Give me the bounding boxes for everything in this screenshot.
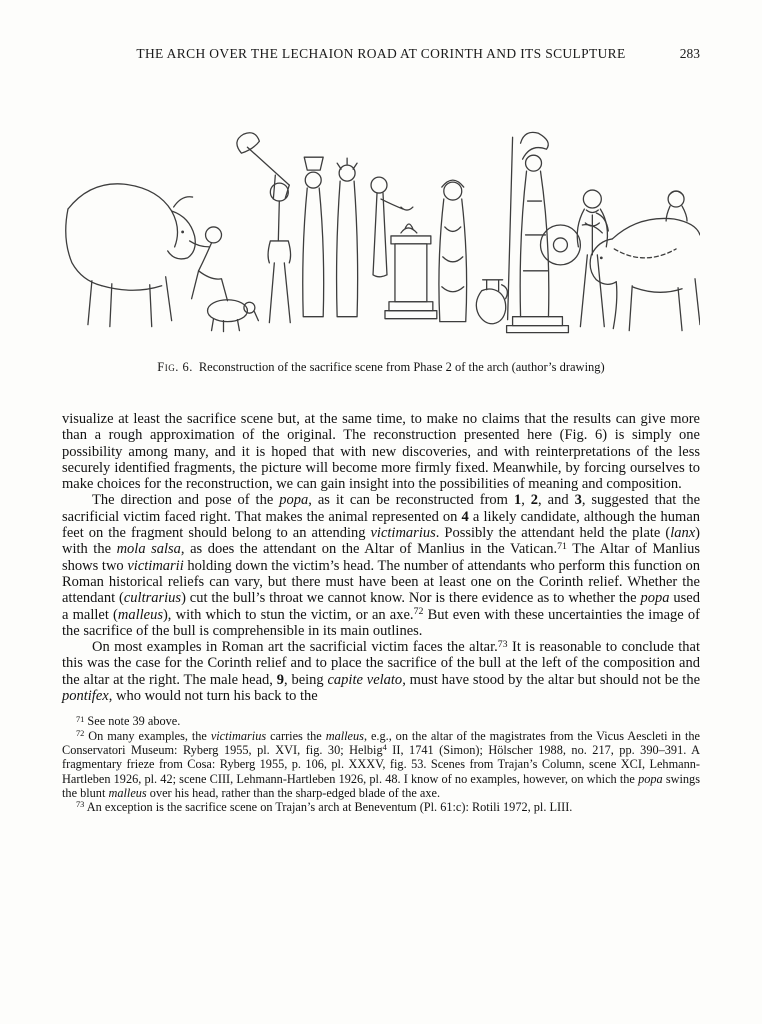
left-bull [66, 184, 196, 327]
paragraph: visualize at least the sacrifice scene but, at the same time, to make no claims that the results can give more than a rough approximation of the original. The reconstruction presented here (Fig. 6) is simply one possibility among many, and it is hoped that with new discoveries, and with reinterpretations of the less securely identified fragments, the picture will become more firmly fixed. Meanwhile, by forcing ourselves to make choices for the reconstruction, we can gain insight into the possibilities of meaning and composition. [62, 411, 700, 493]
figure-caption [62, 360, 700, 375]
jug [476, 280, 507, 324]
sacrifice-scene-drawing [62, 88, 700, 340]
page-number: 283 [679, 46, 700, 61]
footnote: $^{73}$ An exception is the sacrifice scene on Trajan’s arch at Beneventum (Pl. 61:c): Rotili 1972, pl. LIII. [76, 800, 573, 815]
figure-caption-label: Fig. 6. [157, 360, 193, 374]
figure-caption-text: Reconstruction of the sacrifice scene from Phase 2 of the arch (author’s drawing) [198, 360, 605, 374]
attendant-group [303, 157, 358, 317]
running-head-title: THE ARCH OVER THE LECHAION ROAD AT CORINTH AND ITS SCULPTURE [136, 46, 626, 61]
footnote: $^{71}$ See note 39 above. [76, 714, 181, 729]
popa-with-axe [237, 133, 291, 323]
footnote: $^{72}$ On many examples, the victimarius carries the malleus, e.g., on the altar of the magistrates from the Vicus Aescleti in the Conservatori Museum: Ryberg 1955, pl. XVI, fig. 30; Helbig$^4$ II, 1741 (Simon); Hölscher 1988, no. 217, pp. 390–391. A fragmentary frieze from Cosa: Ryberg 1955, p. 106, pl. XXXV, fig. 53. Scenes from Trajan’s Column, scene XCI, Lehmann-Hartleben 1926, pl. 42; scene CIII, Lehmann-Hartleben 1926, pl. 48. I know of no examples, however, on which the popa swings the blunt malleus over his head, rather than the sharp-edged blade of the axe. [62, 728, 700, 800]
right-bull [582, 213, 700, 331]
body-text [62, 411, 700, 704]
footnotes [62, 714, 700, 814]
paragraph: On most examples in Roman art the sacrificial victim faces the altar.$^{73}$ It is reasonable to conclude that this was the case for the Corinth relief and to place the sacrifice of the bull at the left of the composition and the altar at the right. The male head, 9, being capite velato, must have stood by the altar but should not be the pontifex, who would not turn his back to the [62, 638, 701, 705]
figure-6 [62, 88, 700, 375]
herdsman [666, 191, 687, 221]
kneeling-attendant [190, 227, 259, 332]
running-head [62, 46, 700, 62]
nude-attendant [577, 190, 607, 327]
veiled-figure [439, 180, 467, 322]
paragraph: The direction and pose of the popa, as it can be reconstructed from 1, 2, and 3, suggested that the sacrificial victim faced right. That makes the animal represented on 4 a likely candidate, although the human feet on the fragment should belong to an attending victimarius. Possibly the attendant held the plate (lanx) with the mola salsa, as does the attendant on the Altar of Manlius in the Vatican.$^{71}$ The Altar of Manlius shows two victimarii holding down the victim’s head. The number of attendants who perform this function on Roman historical reliefs can vary, but there must have been at least one on the Corinth relief. Whether the attendant (cultrarius) cut the bull’s throat we cannot know. Nor is there evidence as to whether the popa used a mallet (malleus), with which to stun the victim, or an axe.$^{72}$ But even with these uncertainties the image of the sacrifice of the bull is comprehensible in its main outlines. [62, 492, 701, 639]
athena-statue [507, 132, 581, 332]
camillus-and-altar [371, 177, 437, 319]
